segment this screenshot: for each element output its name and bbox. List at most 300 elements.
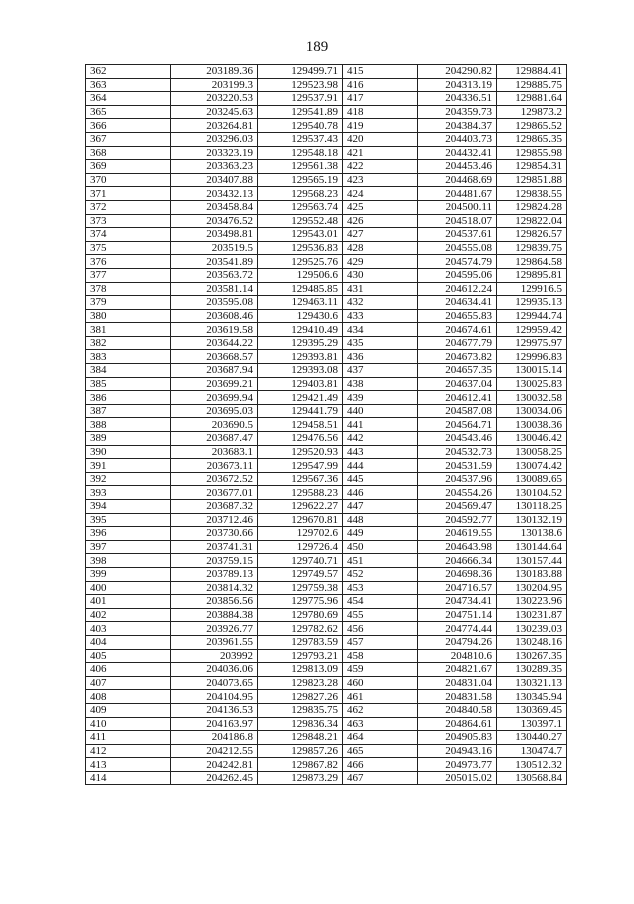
table-row [86,323,567,337]
y-coordinate-cell: 129441.79 [258,404,343,418]
y-coordinate-cell: 129827.26 [258,690,343,704]
y-coordinate-cell: 129561.38 [258,160,343,174]
point-number-cell: 391 [86,459,171,473]
point-number-cell: 412 [86,744,171,758]
table-row [86,500,567,514]
point-number-cell: 408 [86,690,171,704]
x-coordinate-cell: 204612.24 [418,282,497,296]
y-coordinate-cell: 130397.1 [497,717,567,731]
x-coordinate-cell: 204643.98 [418,540,497,554]
x-coordinate-cell: 203595.08 [171,296,258,310]
x-coordinate-cell: 204821.67 [418,663,497,677]
point-number-cell: 445 [343,472,418,486]
point-number-cell: 395 [86,513,171,527]
point-number-cell: 398 [86,554,171,568]
y-coordinate-cell: 129824.28 [497,200,567,214]
y-coordinate-cell: 129537.43 [258,132,343,146]
x-coordinate-cell: 203673.11 [171,459,258,473]
y-coordinate-cell: 129520.93 [258,445,343,459]
table-row [86,595,567,609]
x-coordinate-cell: 204774.44 [418,622,497,636]
table-row [86,744,567,758]
x-coordinate-cell: 203476.52 [171,214,258,228]
point-number-cell: 372 [86,200,171,214]
x-coordinate-cell: 203687.94 [171,364,258,378]
x-coordinate-cell: 203926.77 [171,622,258,636]
x-coordinate-cell: 204500.11 [418,200,497,214]
table-row [86,540,567,554]
x-coordinate-cell: 203296.03 [171,132,258,146]
point-number-cell: 364 [86,92,171,106]
x-coordinate-cell: 203699.21 [171,377,258,391]
table-row [86,391,567,405]
x-coordinate-cell: 204432.41 [418,146,497,160]
x-coordinate-cell: 203683.1 [171,445,258,459]
y-coordinate-cell: 130345.94 [497,690,567,704]
y-coordinate-cell: 129588.23 [258,486,343,500]
x-coordinate-cell: 204592.77 [418,513,497,527]
x-coordinate-cell: 204734.41 [418,595,497,609]
x-coordinate-cell: 203498.81 [171,228,258,242]
y-coordinate-cell: 130289.35 [497,663,567,677]
y-coordinate-cell: 129506.6 [258,268,343,282]
point-number-cell: 403 [86,622,171,636]
x-coordinate-cell: 204840.58 [418,703,497,717]
y-coordinate-cell: 130138.6 [497,527,567,541]
point-number-cell: 457 [343,635,418,649]
y-coordinate-cell: 130038.36 [497,418,567,432]
table-row [86,649,567,663]
point-number-cell: 447 [343,500,418,514]
y-coordinate-cell: 129851.88 [497,173,567,187]
point-number-cell: 461 [343,690,418,704]
point-number-cell: 455 [343,608,418,622]
point-number-cell: 454 [343,595,418,609]
point-number-cell: 368 [86,146,171,160]
x-coordinate-cell: 204403.73 [418,132,497,146]
x-coordinate-cell: 204136.53 [171,703,258,717]
x-coordinate-cell: 204481.67 [418,187,497,201]
point-number-cell: 373 [86,214,171,228]
x-coordinate-cell: 203992 [171,649,258,663]
y-coordinate-cell: 129823.28 [258,676,343,690]
x-coordinate-cell: 204673.82 [418,350,497,364]
x-coordinate-cell: 204634.41 [418,296,497,310]
y-coordinate-cell: 130058.25 [497,445,567,459]
point-number-cell: 437 [343,364,418,378]
table-row [86,92,567,106]
y-coordinate-cell: 129670.81 [258,513,343,527]
table-row [86,622,567,636]
point-number-cell: 460 [343,676,418,690]
table-row [86,146,567,160]
x-coordinate-cell: 203856.56 [171,595,258,609]
x-coordinate-cell: 204751.14 [418,608,497,622]
point-number-cell: 376 [86,255,171,269]
y-coordinate-cell: 129935.13 [497,296,567,310]
y-coordinate-cell: 129996.83 [497,350,567,364]
point-number-cell: 439 [343,391,418,405]
y-coordinate-cell: 129780.69 [258,608,343,622]
x-coordinate-cell: 203407.88 [171,173,258,187]
point-number-cell: 393 [86,486,171,500]
point-number-cell: 446 [343,486,418,500]
y-coordinate-cell: 129523.98 [258,78,343,92]
y-coordinate-cell: 129867.82 [258,758,343,772]
x-coordinate-cell: 204595.06 [418,268,497,282]
point-number-cell: 367 [86,132,171,146]
x-coordinate-cell: 204943.16 [418,744,497,758]
table-row [86,432,567,446]
y-coordinate-cell: 129822.04 [497,214,567,228]
y-coordinate-cell: 130267.35 [497,649,567,663]
coordinates-table [85,64,567,785]
y-coordinate-cell: 130568.84 [497,771,567,785]
point-number-cell: 431 [343,282,418,296]
x-coordinate-cell: 204619.55 [418,527,497,541]
table-row [86,105,567,119]
point-number-cell: 421 [343,146,418,160]
y-coordinate-cell: 129848.21 [258,731,343,745]
y-coordinate-cell: 130440.27 [497,731,567,745]
point-number-cell: 444 [343,459,418,473]
x-coordinate-cell: 203189.36 [171,65,258,79]
y-coordinate-cell: 129463.11 [258,296,343,310]
y-coordinate-cell: 129881.64 [497,92,567,106]
table-row [86,364,567,378]
y-coordinate-cell: 129975.97 [497,336,567,350]
x-coordinate-cell: 204163.97 [171,717,258,731]
point-number-cell: 394 [86,500,171,514]
table-row [86,132,567,146]
y-coordinate-cell: 129836.34 [258,717,343,731]
point-number-cell: 453 [343,581,418,595]
x-coordinate-cell: 204212.55 [171,744,258,758]
table-row [86,309,567,323]
x-coordinate-cell: 204973.77 [418,758,497,772]
x-coordinate-cell: 204313.19 [418,78,497,92]
y-coordinate-cell: 129485.85 [258,282,343,296]
table-row [86,214,567,228]
x-coordinate-cell: 204036.06 [171,663,258,677]
y-coordinate-cell: 129826.57 [497,228,567,242]
x-coordinate-cell: 204674.61 [418,323,497,337]
x-coordinate-cell: 203541.89 [171,255,258,269]
point-number-cell: 404 [86,635,171,649]
point-number-cell: 405 [86,649,171,663]
y-coordinate-cell: 129838.55 [497,187,567,201]
x-coordinate-cell: 203677.01 [171,486,258,500]
table-row [86,418,567,432]
y-coordinate-cell: 129885.75 [497,78,567,92]
point-number-cell: 448 [343,513,418,527]
table-row [86,160,567,174]
y-coordinate-cell: 129547.99 [258,459,343,473]
point-number-cell: 425 [343,200,418,214]
point-number-cell: 409 [86,703,171,717]
x-coordinate-cell: 203363.23 [171,160,258,174]
y-coordinate-cell: 129567.36 [258,472,343,486]
x-coordinate-cell: 204637.04 [418,377,497,391]
y-coordinate-cell: 129499.71 [258,65,343,79]
x-coordinate-cell: 204657.35 [418,364,497,378]
y-coordinate-cell: 129410.49 [258,323,343,337]
point-number-cell: 378 [86,282,171,296]
y-coordinate-cell: 130239.03 [497,622,567,636]
y-coordinate-cell: 130025.83 [497,377,567,391]
y-coordinate-cell: 129540.78 [258,119,343,133]
y-coordinate-cell: 130321.13 [497,676,567,690]
x-coordinate-cell: 204716.57 [418,581,497,595]
table-row [86,717,567,731]
point-number-cell: 423 [343,173,418,187]
point-number-cell: 415 [343,65,418,79]
x-coordinate-cell: 203220.53 [171,92,258,106]
point-number-cell: 434 [343,323,418,337]
y-coordinate-cell: 130032.58 [497,391,567,405]
x-coordinate-cell: 203759.15 [171,554,258,568]
y-coordinate-cell: 129749.57 [258,567,343,581]
x-coordinate-cell: 204655.83 [418,309,497,323]
y-coordinate-cell: 129782.62 [258,622,343,636]
y-coordinate-cell: 130369.45 [497,703,567,717]
point-number-cell: 386 [86,391,171,405]
point-number-cell: 462 [343,703,418,717]
x-coordinate-cell: 205015.02 [418,771,497,785]
x-coordinate-cell: 204574.79 [418,255,497,269]
y-coordinate-cell: 129568.23 [258,187,343,201]
x-coordinate-cell: 204905.83 [418,731,497,745]
x-coordinate-cell: 204532.73 [418,445,497,459]
y-coordinate-cell: 130089.65 [497,472,567,486]
table-row [86,771,567,785]
y-coordinate-cell: 129702.6 [258,527,343,541]
point-number-cell: 363 [86,78,171,92]
table-row [86,676,567,690]
point-number-cell: 456 [343,622,418,636]
y-coordinate-cell: 129813.09 [258,663,343,677]
y-coordinate-cell: 129537.91 [258,92,343,106]
point-number-cell: 407 [86,676,171,690]
y-coordinate-cell: 129857.26 [258,744,343,758]
point-number-cell: 416 [343,78,418,92]
table-row [86,690,567,704]
y-coordinate-cell: 130231.87 [497,608,567,622]
x-coordinate-cell: 203814.32 [171,581,258,595]
point-number-cell: 390 [86,445,171,459]
point-number-cell: 417 [343,92,418,106]
x-coordinate-cell: 204831.04 [418,676,497,690]
y-coordinate-cell: 129854.31 [497,160,567,174]
table-row [86,78,567,92]
table-row [86,472,567,486]
page-number: 189 [305,39,329,55]
point-number-cell: 377 [86,268,171,282]
x-coordinate-cell: 203695.03 [171,404,258,418]
table-row [86,200,567,214]
y-coordinate-cell: 129565.19 [258,173,343,187]
point-number-cell: 382 [86,336,171,350]
y-coordinate-cell: 129783.59 [258,635,343,649]
table-row [86,173,567,187]
y-coordinate-cell: 129476.56 [258,432,343,446]
x-coordinate-cell: 204794.26 [418,635,497,649]
point-number-cell: 384 [86,364,171,378]
y-coordinate-cell: 129458.51 [258,418,343,432]
y-coordinate-cell: 129403.81 [258,377,343,391]
point-number-cell: 432 [343,296,418,310]
point-number-cell: 411 [86,731,171,745]
y-coordinate-cell: 129393.81 [258,350,343,364]
x-coordinate-cell: 203199.3 [171,78,258,92]
table-row [86,65,567,79]
x-coordinate-cell: 203619.58 [171,323,258,337]
point-number-cell: 458 [343,649,418,663]
point-number-cell: 449 [343,527,418,541]
y-coordinate-cell: 129865.35 [497,132,567,146]
x-coordinate-cell: 204810.6 [418,649,497,663]
point-number-cell: 435 [343,336,418,350]
table-row [86,296,567,310]
y-coordinate-cell: 129759.38 [258,581,343,595]
point-number-cell: 410 [86,717,171,731]
table-row [86,527,567,541]
x-coordinate-cell: 204543.46 [418,432,497,446]
y-coordinate-cell: 129855.98 [497,146,567,160]
point-number-cell: 369 [86,160,171,174]
x-coordinate-cell: 203712.46 [171,513,258,527]
point-number-cell: 459 [343,663,418,677]
x-coordinate-cell: 204359.73 [418,105,497,119]
y-coordinate-cell: 129726.4 [258,540,343,554]
y-coordinate-cell: 129552.48 [258,214,343,228]
y-coordinate-cell: 129525.76 [258,255,343,269]
table-row [86,758,567,772]
x-coordinate-cell: 203458.84 [171,200,258,214]
y-coordinate-cell: 129740.71 [258,554,343,568]
table-row [86,731,567,745]
y-coordinate-cell: 129395.29 [258,336,343,350]
x-coordinate-cell: 204290.82 [418,65,497,79]
table-row [86,268,567,282]
x-coordinate-cell: 203741.31 [171,540,258,554]
x-coordinate-cell: 204186.8 [171,731,258,745]
point-number-cell: 467 [343,771,418,785]
x-coordinate-cell: 204537.96 [418,472,497,486]
x-coordinate-cell: 204537.61 [418,228,497,242]
point-number-cell: 383 [86,350,171,364]
y-coordinate-cell: 129775.96 [258,595,343,609]
table-row [86,513,567,527]
y-coordinate-cell: 130046.42 [497,432,567,446]
y-coordinate-cell: 130183.88 [497,567,567,581]
point-number-cell: 406 [86,663,171,677]
point-number-cell: 419 [343,119,418,133]
table-row [86,350,567,364]
y-coordinate-cell: 129421.49 [258,391,343,405]
point-number-cell: 365 [86,105,171,119]
point-number-cell: 413 [86,758,171,772]
x-coordinate-cell: 204569.47 [418,500,497,514]
x-coordinate-cell: 203687.47 [171,432,258,446]
point-number-cell: 380 [86,309,171,323]
y-coordinate-cell: 130015.14 [497,364,567,378]
point-number-cell: 399 [86,567,171,581]
x-coordinate-cell: 203699.94 [171,391,258,405]
point-number-cell: 389 [86,432,171,446]
point-number-cell: 375 [86,241,171,255]
table-row [86,336,567,350]
point-number-cell: 422 [343,160,418,174]
x-coordinate-cell: 203789.13 [171,567,258,581]
point-number-cell: 436 [343,350,418,364]
coordinates-table-body [86,65,567,785]
y-coordinate-cell: 130512.32 [497,758,567,772]
point-number-cell: 429 [343,255,418,269]
table-row [86,445,567,459]
x-coordinate-cell: 204468.69 [418,173,497,187]
x-coordinate-cell: 203690.5 [171,418,258,432]
point-number-cell: 466 [343,758,418,772]
y-coordinate-cell: 130474.7 [497,744,567,758]
x-coordinate-cell: 203961.55 [171,635,258,649]
point-number-cell: 362 [86,65,171,79]
x-coordinate-cell: 204531.59 [418,459,497,473]
y-coordinate-cell: 129864.58 [497,255,567,269]
table-row [86,187,567,201]
y-coordinate-cell: 129884.41 [497,65,567,79]
table-row [86,377,567,391]
x-coordinate-cell: 203432.13 [171,187,258,201]
x-coordinate-cell: 204242.81 [171,758,258,772]
point-number-cell: 452 [343,567,418,581]
x-coordinate-cell: 203730.66 [171,527,258,541]
point-number-cell: 420 [343,132,418,146]
point-number-cell: 450 [343,540,418,554]
y-coordinate-cell: 129865.52 [497,119,567,133]
x-coordinate-cell: 203563.72 [171,268,258,282]
y-coordinate-cell: 129944.74 [497,309,567,323]
table-row [86,282,567,296]
y-coordinate-cell: 130204.95 [497,581,567,595]
point-number-cell: 427 [343,228,418,242]
y-coordinate-cell: 129430.6 [258,309,343,323]
y-coordinate-cell: 129541.89 [258,105,343,119]
x-coordinate-cell: 204677.79 [418,336,497,350]
point-number-cell: 366 [86,119,171,133]
y-coordinate-cell: 129563.74 [258,200,343,214]
point-number-cell: 433 [343,309,418,323]
y-coordinate-cell: 130034.06 [497,404,567,418]
x-coordinate-cell: 204612.41 [418,391,497,405]
y-coordinate-cell: 129536.83 [258,241,343,255]
point-number-cell: 379 [86,296,171,310]
point-number-cell: 451 [343,554,418,568]
point-number-cell: 440 [343,404,418,418]
table-row [86,635,567,649]
point-number-cell: 388 [86,418,171,432]
point-number-cell: 430 [343,268,418,282]
point-number-cell: 397 [86,540,171,554]
table-row [86,608,567,622]
point-number-cell: 438 [343,377,418,391]
x-coordinate-cell: 203672.52 [171,472,258,486]
y-coordinate-cell: 129622.27 [258,500,343,514]
table-row [86,554,567,568]
table-row [86,581,567,595]
x-coordinate-cell: 204864.61 [418,717,497,731]
y-coordinate-cell: 130248.16 [497,635,567,649]
